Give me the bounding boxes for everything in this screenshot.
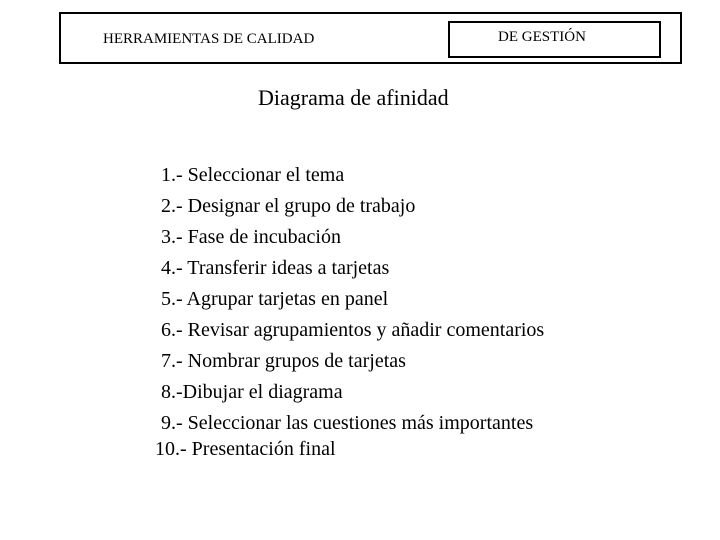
- step-item: 2.- Designar el grupo de trabajo: [161, 195, 416, 217]
- header-left-label: HERRAMIENTAS DE CALIDAD: [103, 31, 315, 47]
- step-item: 10.- Presentación final: [155, 438, 336, 460]
- step-item: 1.- Seleccionar el tema: [161, 164, 345, 186]
- step-item: 7.- Nombrar grupos de tarjetas: [161, 350, 406, 372]
- step-item: 3.- Fase de incubación: [161, 226, 341, 248]
- header-right-label: DE GESTIÓN: [498, 29, 586, 45]
- step-item: 5.- Agrupar tarjetas en panel: [161, 288, 389, 310]
- step-item: 9.- Seleccionar las cuestiones más importantes: [161, 412, 534, 434]
- page-title: Diagrama de afinidad: [258, 85, 449, 110]
- step-item: 8.-Dibujar el diagrama: [161, 381, 343, 403]
- step-item: 6.- Revisar agrupamientos y añadir comentarios: [161, 319, 545, 341]
- step-item: 4.- Transferir ideas a tarjetas: [161, 257, 390, 279]
